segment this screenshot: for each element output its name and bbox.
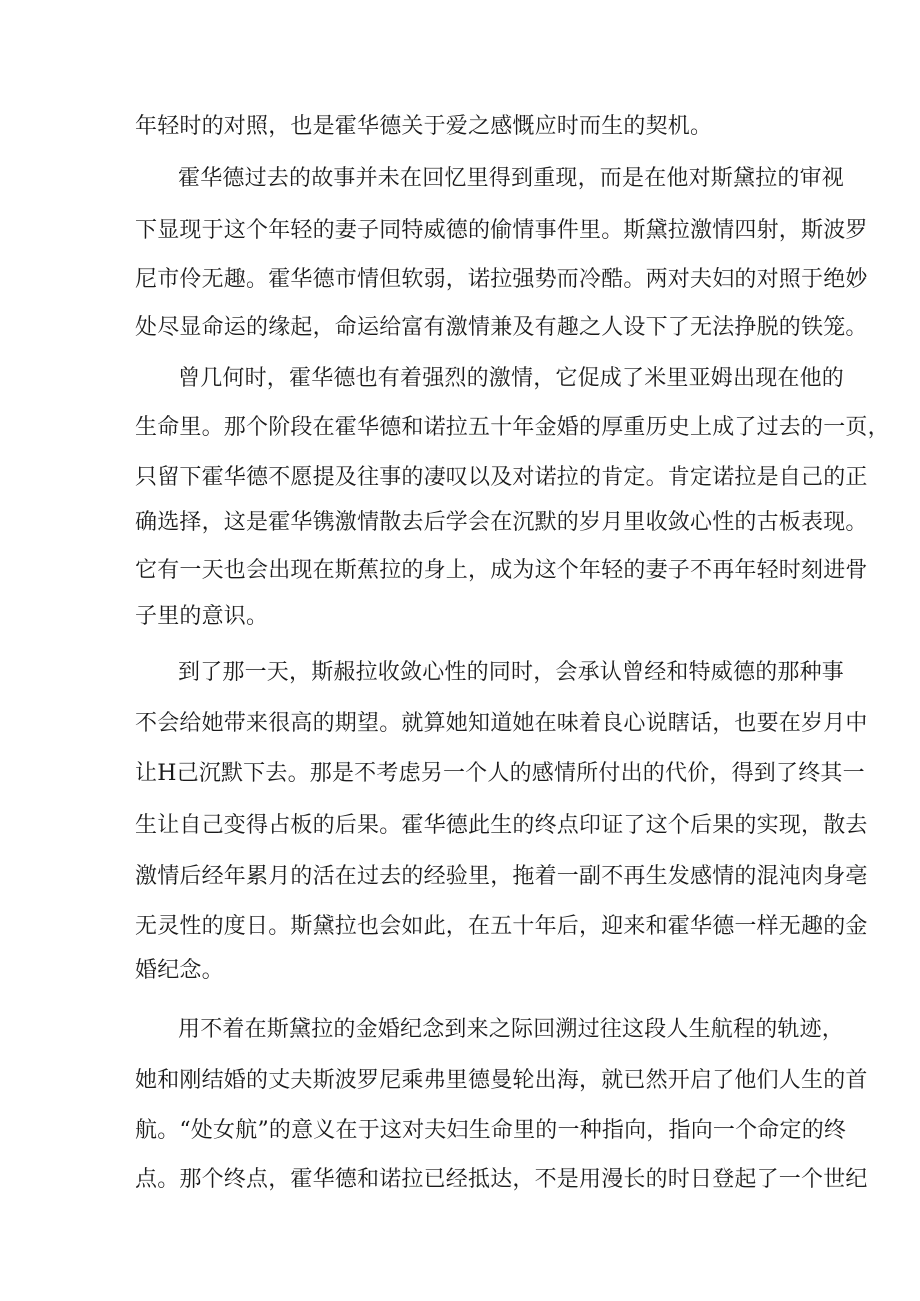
text-line: 处尽显命运的缘起，命运给富有激情兼及有趣之人设下了无法挣脱的铁笼。 [135,315,868,340]
text-line: 点。那个终点，霍华德和诺拉已经抵达，不是用漫长的时日登起了一个世纪 [135,1167,868,1192]
text-line: 让H己沉默下去。那是不考虑另一个人的感情所付出的代价，得到了终其一 [135,761,865,786]
text-line: 确选择，这是霍华镌激情散去后学会在沉默的岁月里收敛心性的古板表现。 [135,510,868,535]
text-line: 下显现于这个年轻的妻子同特威德的偷情事件里。斯黛拉激情四射，斯波罗 [135,218,868,243]
text-line: 尼市伶无趣。霍华德市情但软弱，诺拉强势而冷酷。两对夫妇的对照于绝妙 [135,267,868,292]
text-line: 子里的意识。 [135,604,269,629]
text-line: 生命里。那个阶段在霍华德和诺拉五十年金婚的厚重历史上成了过去的一页， [135,415,890,440]
text-line: 不会给她带来很高的期望。就算她知道她在味着良心说瞎话，也要在岁月中 [135,711,868,736]
text-line: 到了那一天，斯赧拉收敛心性的同时，会承认曾经和特威德的那种事 [178,660,845,685]
text-line: 无灵性的度日。斯黛拉也会如此，在五十年后，迎来和霍华德一样无趣的金 [135,914,868,939]
text-line: 只留下霍华德不愿提及往事的凄叹以及对诺拉的肯定。肯定诺拉是自己的正 [135,465,868,490]
text-line: 年轻时的对照，也是霍华德关于爱之感慨应时而生的契机。 [135,114,713,139]
text-line: 航。“处女航”的意义在于这对夫妇生命里的一种指向，指向一个命定的终 [135,1118,847,1143]
text-line: 她和刚结婚的丈夫斯波罗尼乘弗里德曼轮出海，就已然开启了他们人生的首 [135,1068,868,1093]
text-line: 激情后经年累月的活在过去的经验里，拖着一副不再生发感情的混沌肉身亳 [135,864,868,889]
text-line: 婚纪念。 [135,958,224,983]
text-line: 生让自己变得占板的后果。霍华德此生的终点印证了这个后果的实现，散去 [135,813,868,838]
text-line: 霍华德过去的故事并未在回忆里得到重现，而是在他对斯黛拉的审视 [178,166,845,191]
text-line: 它有一天也会出现在斯蕉拉的身上，成为这个年轻的妻子不再年轻时刻进骨 [135,558,868,583]
text-line: 用不着在斯黛拉的金婚纪念到来之际回溯过往这段人生航程的轨迹， [178,1017,845,1042]
text-line: 曾几何时，霍华德也有着强烈的激情，它促成了米里亚姆出现在他的 [178,366,845,391]
